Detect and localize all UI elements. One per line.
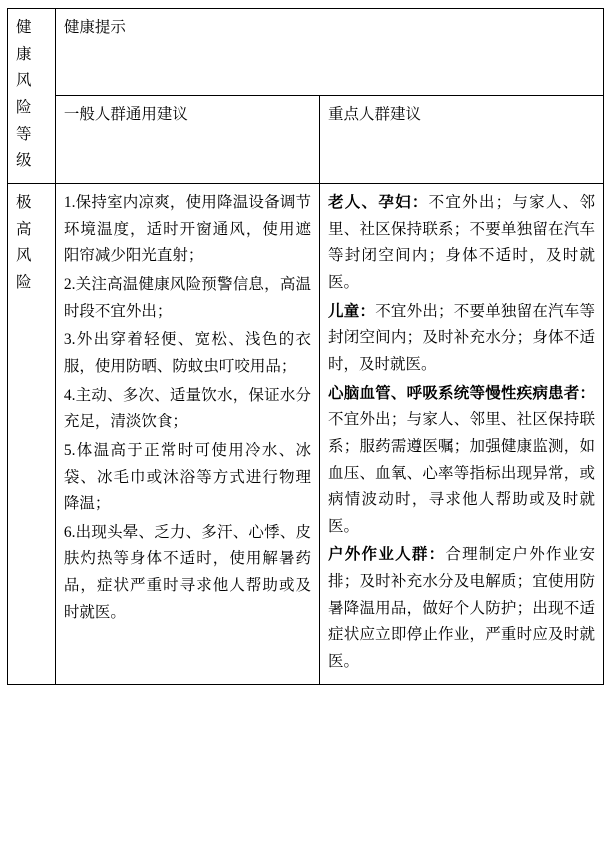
cell-risk-level-value [8,183,56,684]
cell-key-group-advice [320,183,604,684]
header-cell-health-tips: 健康提示 [55,9,603,96]
risk-level-line-1: 极高 [16,193,32,238]
key-group-label: 户外作业人群： [328,546,446,564]
header-cell-risk-level [8,9,56,184]
general-advice-item: 1.保持室内凉爽，使用降温设备调节环境温度，适时开窗通风，使用遮阳帘减少阳光直射； [63,193,312,265]
key-group-advice-item [328,299,595,379]
key-group-text: 不宜外出；与家人、邻里、社区保持联系；服药需遵医嘱；加强健康监测，如血压、血氧、心率等指标出现异常，或病情波动时，寻求他人帮助或及时就医。 [328,411,595,535]
health-risk-table [7,8,604,685]
general-advice-item: 2.关注高温健康风险预警信息，高温时段不宜外出； [63,275,312,320]
general-advice-item: 5.体温高于正常时可使用冷水、冰袋、冰毛巾或沐浴等方式进行物理降温； [63,441,312,513]
general-advice-item: 4.主动、多次、适量饮水，保证水分充足，清淡饮食； [63,386,312,431]
key-group-label: 老人、孕妇： [328,193,429,211]
key-group-text: 不宜外出；不要单独留在汽车等封闭空间内；及时补充水分；身体不适时，及时就医。 [328,302,595,373]
key-group-advice-item [328,381,595,541]
document-page [0,8,611,851]
risk-level-line-2: 风险 [16,247,32,291]
key-group-advice-item [328,190,595,297]
cell-general-advice [55,183,319,684]
table-header-row-2 [8,96,604,183]
header-cell-key-group-advice: 重点人群建议 [320,96,604,183]
header-risk-level-line-1: 健康 [16,19,32,63]
general-advice-item: 3.外出穿着轻便、宽松、浅色的衣服，使用防晒、防蚊虫叮咬用品； [63,331,312,375]
key-group-label: 儿童： [328,302,376,320]
header-risk-level-line-3: 等级 [16,125,32,170]
general-advice-item: 6.出现头晕、乏力、多汗、心悸、皮肤灼热等身体不适时，使用解暑药品，症状严重时寻求他人帮助或及时就医。 [63,523,312,621]
key-group-text: 不宜外出；与家人、邻里、社区保持联系；不要单独留在汽车等封闭空间内；身体不适时，及时就医。 [328,193,595,291]
key-group-text: 合理制定户外作业安排；及时补充水分及电解质；宜使用防暑降温用品，做好个人防护；出现不适症状应立即停止作业，严重时应及时就医。 [328,546,595,671]
table-header-row-1 [8,9,604,96]
key-group-advice-item [328,542,595,675]
table-row [8,183,604,684]
key-group-label: 心脑血管、呼吸系统等慢性疾病患者： [328,384,595,402]
header-risk-level-line-2: 风险 [16,72,32,116]
header-cell-general-advice: 一般人群通用建议 [55,96,319,183]
